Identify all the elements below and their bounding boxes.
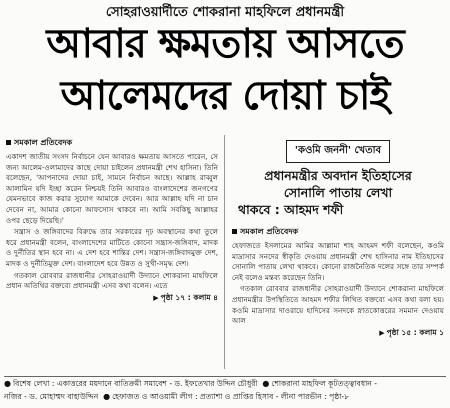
bottom-row-2: [4, 390, 446, 403]
column-divider: [224, 135, 225, 369]
bottom-row-1: [4, 377, 446, 390]
left-paragraph-1: একাদশ জাতীয় সংসদ নির্বাচনে যেন আবারও ক্ষমতায় আসতে পারেন, সে জন্য আলেম-ওলামাদের কাছে দোয়া চাইলেন প্রধানমন্ত্রী শেখ হাসিনা। তিনি বলেছেন, 'আপনাদের দোয়া চাই, সামনে নির্বাচন আছে। আল্লাহ রাব্বুল আলামিন যদি ইচ্ছা করেন নিশ্চয়ই তিনি আবারও বাংলাদেশের জনগণের যেমনভাবে কাজ করার সুযোগ আমাকে দেবেন। আর আল্লাহ যদি না চান দেবেন না, আমার কোনো আফসোস থাকবে না। আমি সবকিছু আল্লাহর ওপর ছেড়ে দিয়েছি।': [6, 152, 218, 225]
bottom-item-3[interactable]: নজির - ড. মোহাম্মদ বাহাউদ্দিন: [4, 392, 99, 401]
left-jump-line: [6, 293, 218, 305]
headline-kicker: সোহরাওয়ার্দীতে শোকরানা মাহফিলে প্রধানমন্ত্রী: [105, 5, 345, 20]
right-headline-line-1: প্রধানমন্ত্রীর অবদান ইতিহাসের: [264, 168, 412, 183]
right-byline: [232, 226, 444, 239]
bullet-square-icon: [6, 140, 11, 145]
right-jump-text: পৃষ্ঠা ১৫ : কলাম ১: [386, 327, 444, 337]
right-headline: [232, 167, 444, 218]
left-paragraph-2: সন্ত্রাস ও জঙ্গিবাদের বিরুদ্ধে তার সরকারের দৃঢ় অবস্থানের কথা তুলে ধরে প্রধানমন্ত্রী বলেন, বাংলাদেশের মাটিতে কোনো সন্ত্রাস-জঙ্গিবাদ, মাদক ও দুর্নীতির স্থান হবে না। এ দেশ হবে শান্তির দেশ। সন্ত্রাস-জঙ্গিবাদমুক্ত দেশ, মাদক ও দুর্নীতিমুক্ত দেশ। বাংলাদেশ হবে উন্নত ও সুখী-সমৃদ্ধ দেশ।: [6, 227, 218, 268]
left-byline: [6, 137, 218, 150]
bullet-dot-icon: ●: [103, 392, 111, 401]
right-paragraph-1: হেফাজতে ইসলামের আমির আল্লামা শাহ আহমদ শফী বলেছেন, কওমি মাদ্রাসার সনদের স্বীকৃতি দেওয়ায় প্রধানমন্ত্রী শেখ হাসিনার নাম ইতিহাসের সোনালি পাতায় লেখা থাকবে। কোনো রাজনৈতিক দলের সঙ্গে তার সম্পর্ক নেই বলেও মন্তব্য করেছেন তিনি।: [232, 241, 444, 282]
right-story: [232, 137, 444, 340]
bullet-dot-icon: ●: [4, 379, 11, 388]
right-body: [232, 241, 444, 327]
headline-line-2: আলেমদের দোয়া চাই: [60, 73, 390, 119]
bottom-item-2[interactable]: শোকরানা মাহফিল কূটতত্ত্বাবধান -: [271, 379, 377, 388]
right-headline-line-3: থাকবে : আহমদ শফী: [238, 202, 344, 217]
right-byline-text: সমকাল প্রতিবেদক: [240, 227, 299, 236]
badge-wrap: [232, 138, 444, 163]
left-paragraph-3: গতকাল রোববার রাজধানীর সোহরাওয়ার্দী উদ্যানে শোকরানা মাহফিলে প্রধান অতিথির বক্তব্যে প্রধানমন্ত্রী এসব কথা বলেন। এতে: [6, 270, 218, 291]
headline-line-1: আবার ক্ষমতায় আসতে: [46, 21, 404, 67]
title-badge: 'কওমি জননী' খেতাব: [286, 140, 390, 163]
left-body: [6, 152, 218, 292]
bottom-item-1[interactable]: বিশেষ লেখা : একাত্তরের ময়দানে বাতিক্রমী সমাবেশ - ড. ইফতেখার উদ্দিন চৌধুরী: [12, 379, 258, 388]
bullet-dot-icon: ●: [262, 379, 270, 388]
triangle-right-icon: ▶: [153, 293, 159, 302]
left-byline-text: সমকাল প্রতিবেদক: [14, 138, 73, 147]
bottom-related-strip: [4, 376, 446, 407]
left-story: [6, 137, 218, 305]
right-paragraph-2: গতকাল রোববার রাজধানীর সোহরাওয়ার্দী উদ্যানে শোকরানা মাহফিলে প্রধানমন্ত্রীর উপস্থিতিতে আহমদ শফীর লিখিত বক্তব্যে এসব কথা বলা হয়। কওমি মাদ্রাসার দাওরায়ে হাদিসের সনদকে স্নাতকোত্তরের সমমান দেওয়ায় আল: [232, 284, 444, 326]
bottom-item-4[interactable]: হেফাজত ও আওয়ামী লীগ : প্রত্যাশা ও প্রাপ্তির হিসাব - লীনা পারভীন : পৃষ্ঠা-৮: [112, 392, 350, 401]
right-jump-line: [232, 328, 444, 340]
left-jump-text: পৃষ্ঠা ১৭ : কলাম ৪: [160, 292, 218, 302]
triangle-right-icon: ▶: [379, 328, 385, 337]
bullet-square-icon: [232, 229, 237, 234]
right-headline-line-2: সোনালি পাতায় লেখা: [283, 185, 393, 200]
